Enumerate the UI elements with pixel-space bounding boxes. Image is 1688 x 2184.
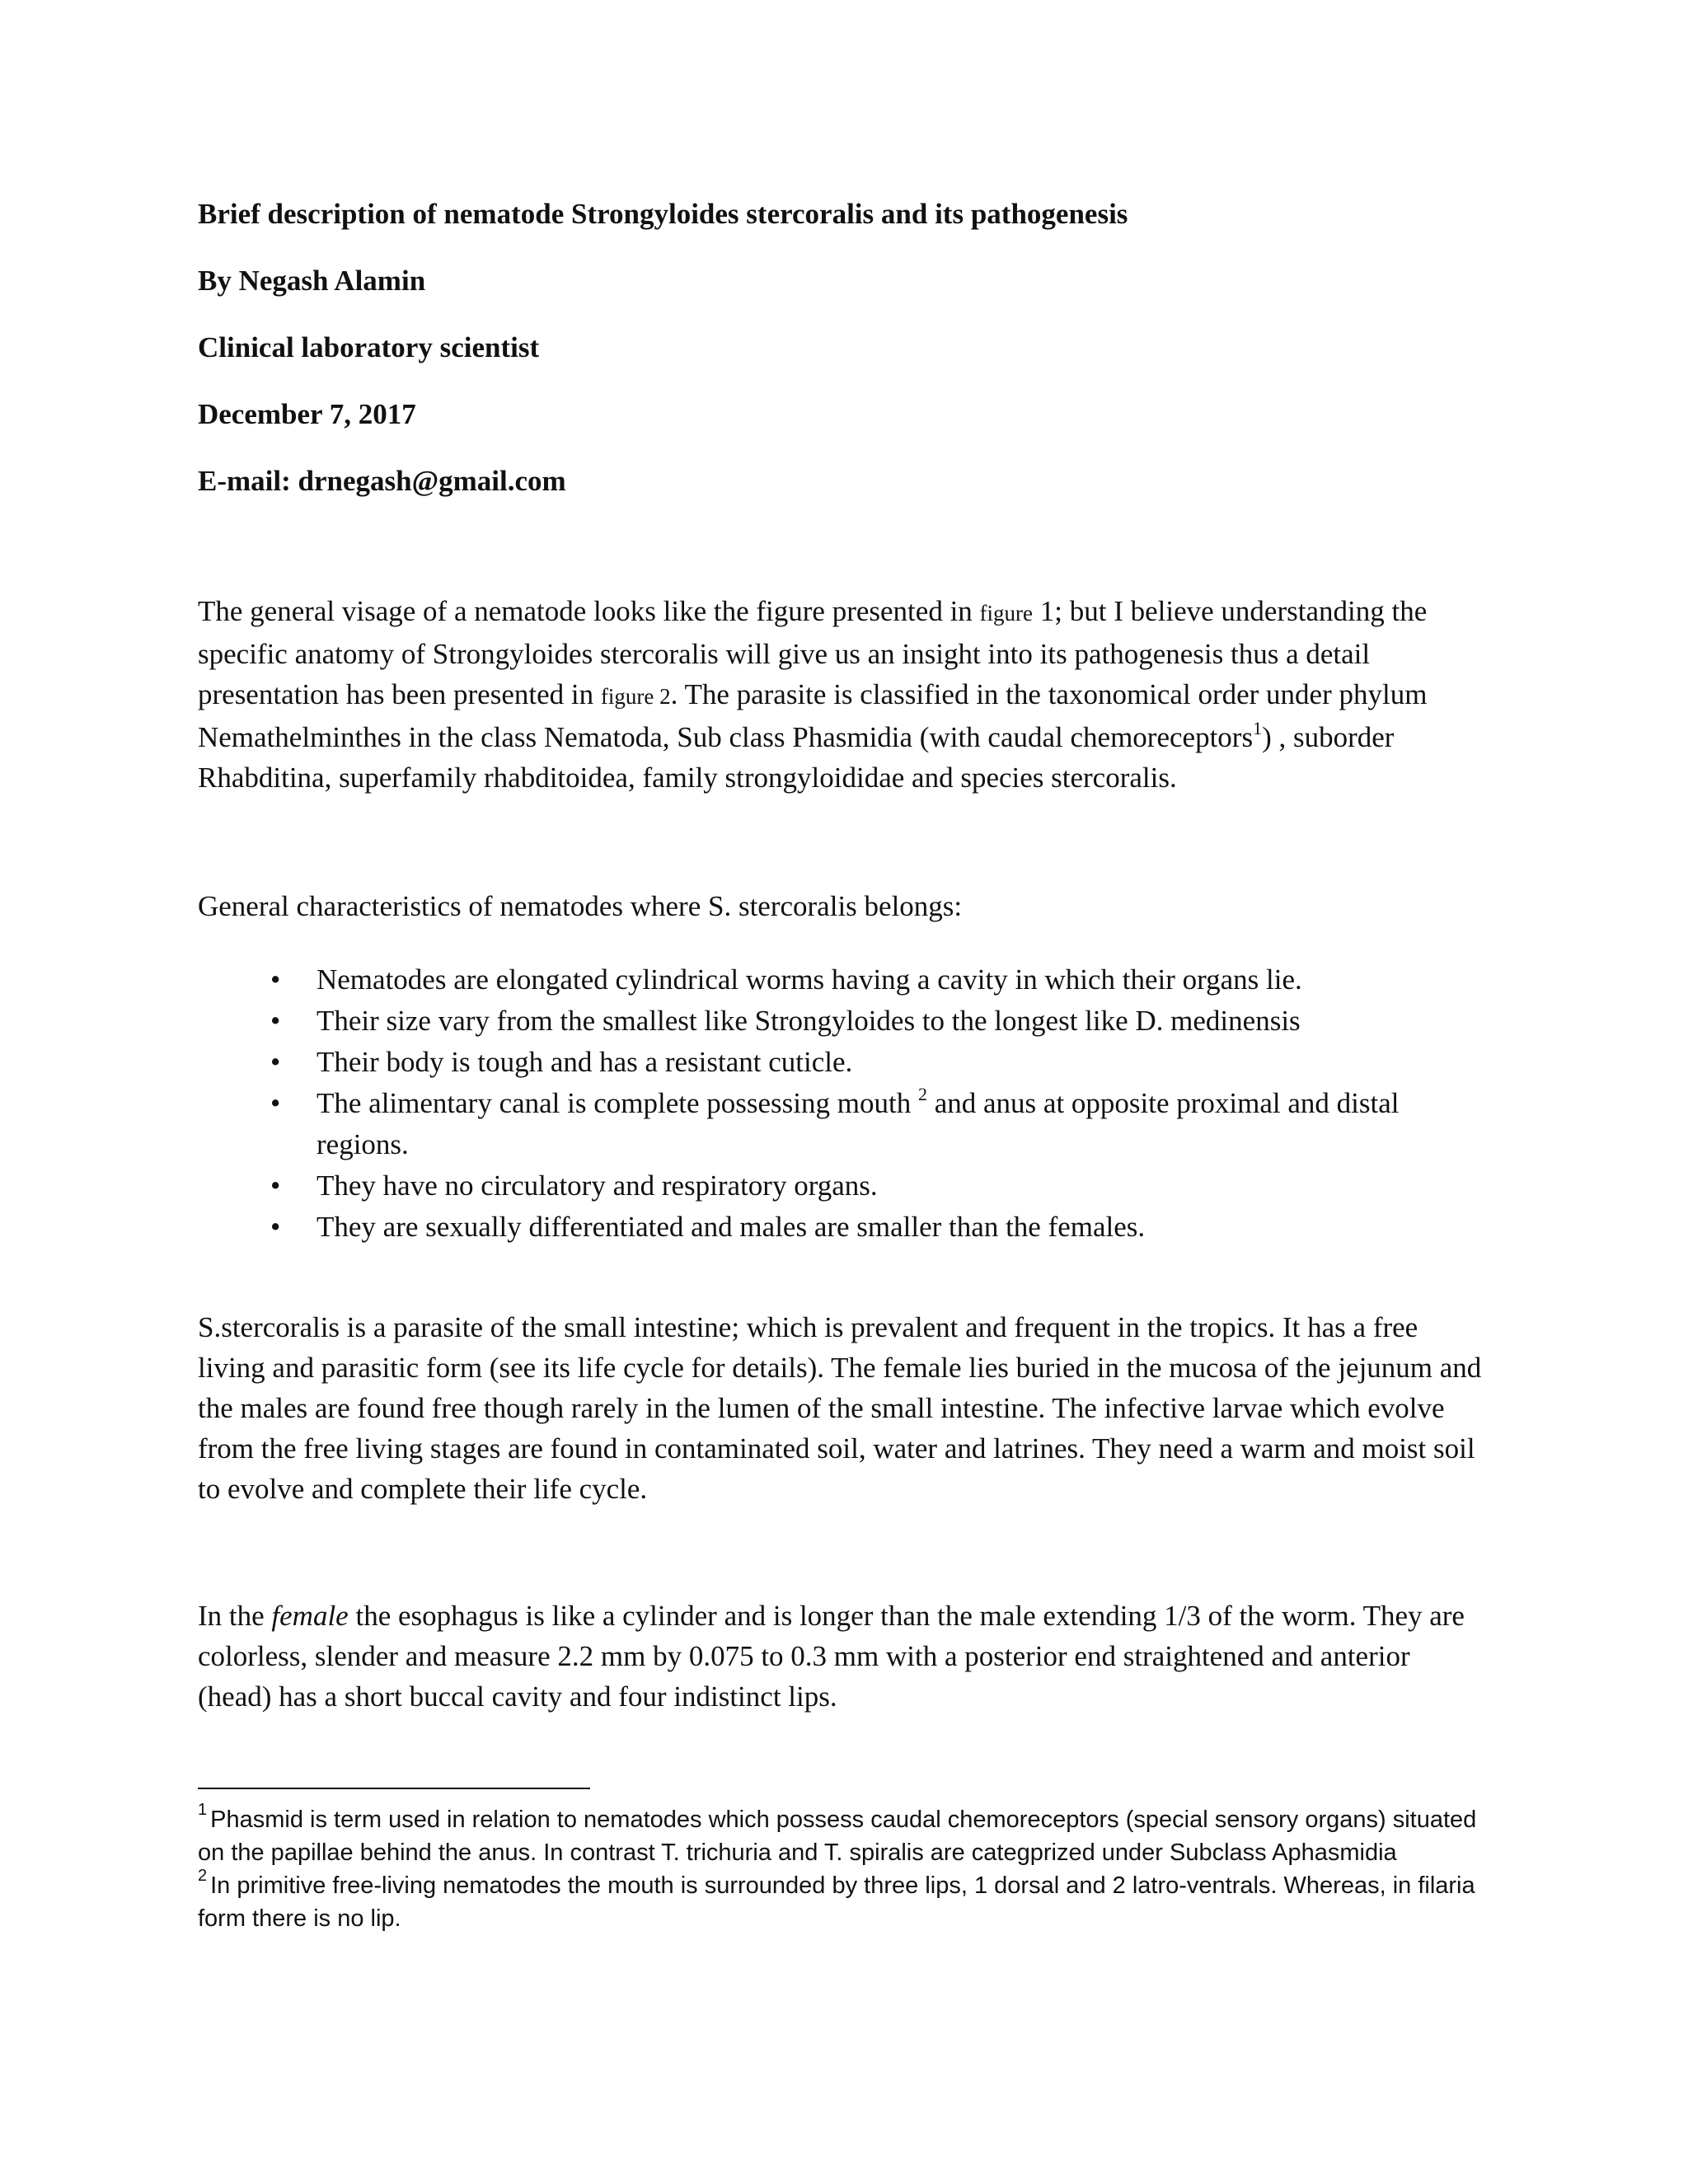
footnotes bbox=[198, 1803, 1484, 1935]
author-role: Clinical laboratory scientist bbox=[198, 331, 540, 363]
intro-text-3: . The parasite is classified in the taxonomical order under phylum Nemathelminthes in the class Nematoda, Sub class Phasmidia (with caudal chemoreceptors bbox=[198, 678, 1428, 753]
female-emphasis: female bbox=[271, 1600, 349, 1632]
intro-text-1: The general visage of a nematode looks like the figure presented in bbox=[198, 595, 980, 627]
figure-2-ref: figure 2 bbox=[600, 684, 671, 709]
intro-text-2: 1; but I believe understanding the specific anatomy of Strongyloides stercoralis will give us an insight into its pathogenesis thus a detail presentation has been presented in bbox=[198, 595, 1428, 710]
document-date: December 7, 2017 bbox=[198, 398, 416, 430]
habitat-paragraph: S.stercoralis is a parasite of the small intestine; which is prevalent and frequent in the tropics. It has a free living and parasitic form (see its life cycle for details). The female lies buried in the mucosa of the jejunum and the males are found free though rarely in the lumen of the small intestine. The infective larvae which evolve from the free living stages are found in contaminated soil, water and latrines. They need a warm and moist soil to evolve and complete their life cycle. bbox=[198, 1311, 1482, 1505]
intro-text-4: ) , suborder Rhabditina, superfamily rhabditoidea, family strongyloididae and species stercoralis. bbox=[198, 721, 1395, 794]
bullet-icon: • bbox=[270, 963, 281, 996]
characteristics-list bbox=[198, 959, 1484, 1248]
bullet-icon: • bbox=[270, 1087, 281, 1119]
figure-1-ref: figure bbox=[979, 601, 1034, 626]
footnote-ref-1: 1 bbox=[1253, 718, 1263, 739]
footnote-1: $^1$ Phasmid is term used in relation to nematodes which possess caudal chemoreceptors (special sensory organs) situated on the papillae behind the anus. In contrast T. trichuria and T. spiralis are categprized under Subclass Aphasmidia bbox=[198, 1801, 1477, 1866]
author-email: E-mail: drnegash@gmail.com bbox=[198, 465, 566, 497]
female-anatomy-paragraph: In the female the esophagus is like a cylinder and is longer than the male extending 1/3 of the worm. They are colorless, slender and measure 2.2 mm by 0.075 to 0.3 mm with a posterior end straightened and anterior (head) has a short buccal cavity and four indistinct lips. bbox=[198, 1600, 1465, 1713]
author-line: By Negash Alamin bbox=[198, 265, 426, 297]
bullet-icon: • bbox=[270, 1169, 281, 1202]
list-item: • They are sexually differentiated and males are smaller than the females. bbox=[198, 1207, 1484, 1248]
bullet-icon: • bbox=[270, 1211, 281, 1243]
list-item: • They have no circulatory and respiratory organs. bbox=[198, 1165, 1484, 1207]
list-item: • The alimentary canal is complete possessing mouth $^2$ and anus at opposite proximal and distal regions. bbox=[270, 1084, 1400, 1160]
list-item: • Nematodes are elongated cylindrical worms having a cavity in which their organs lie. bbox=[198, 959, 1484, 1001]
bullet-icon: • bbox=[270, 1046, 281, 1078]
intro-paragraph bbox=[198, 591, 1484, 798]
list-item: • Their size vary from the smallest like Strongyloides to the longest like D. medinensis bbox=[198, 1001, 1484, 1042]
footnote-ref-2: 2 bbox=[917, 1084, 927, 1105]
document-title: Brief description of nematode Strongyloides stercoralis and its pathogenesis bbox=[198, 198, 1128, 230]
characteristics-heading: General characteristics of nematodes where S. stercoralis belongs: bbox=[198, 890, 963, 922]
footnote-2: $^2$ In primitive free-living nematodes the mouth is surrounded by three lips, 1 dorsal and 2 latro-ventrals. Whereas, in filaria form there is no lip. bbox=[198, 1867, 1475, 1932]
footnote-divider bbox=[198, 1788, 590, 1789]
bullet-icon: • bbox=[270, 1005, 281, 1037]
list-item: • Their body is tough and has a resistant cuticle. bbox=[198, 1042, 1484, 1083]
